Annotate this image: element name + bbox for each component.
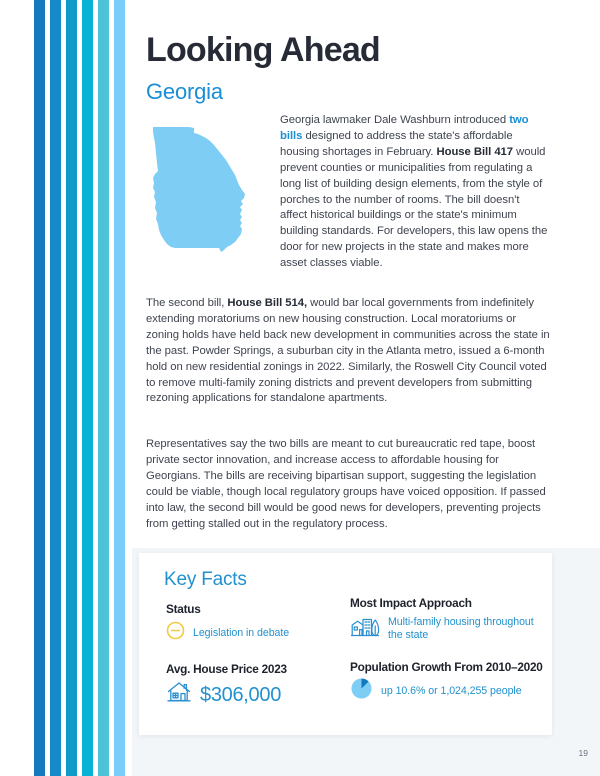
neighborhood-buildings-icon: [350, 613, 380, 644]
georgia-state-map: [145, 116, 265, 288]
key-facts-right-column: [350, 596, 550, 719]
page-subtitle-state: Georgia: [146, 79, 223, 104]
p1-bold-house-bill-417: House Bill 417: [436, 145, 514, 158]
stripe-3: [66, 0, 77, 776]
stripe-4: [82, 0, 93, 776]
stripe-1: [34, 0, 45, 776]
house-icon: [166, 679, 192, 710]
avg-house-price-label: Avg. House Price 2023: [166, 662, 287, 676]
p1-part-1: Georgia lawmaker Dale Washburn introduced: [280, 114, 510, 126]
georgia-map-path: [153, 127, 245, 252]
key-fact-status: [166, 602, 351, 645]
p1-part-3: would prevent counties or municipalities from regulating a long list of building design elements, from the style of porches to the number of rooms. The bill doesn't affect historical buildings or the state's minimum building standards. For developers, this law opens the door for new projects in the state and makes more asset classes viable.: [280, 145, 548, 270]
key-fact-avg-house-price: [166, 662, 351, 710]
p1-accent-two-bills: two bills: [280, 114, 529, 142]
stripe-2: [50, 0, 61, 776]
page-title: Looking Ahead: [146, 31, 380, 69]
p2-part-1: The second bill,: [146, 297, 228, 309]
stripe-left-margin: [0, 0, 34, 776]
status-value: Legislation in debate: [193, 626, 290, 639]
key-fact-population-growth: [350, 660, 550, 705]
paragraph-one: [280, 113, 548, 272]
decorative-stripe-band: [0, 0, 132, 776]
key-facts-title: Key Facts: [164, 569, 247, 590]
most-impact-approach-label: Most Impact Approach: [350, 596, 472, 610]
population-growth-value: up 10.6% or 1,024,255 people: [381, 684, 522, 697]
p2-bold-house-bill-514: House Bill 514,: [227, 297, 308, 309]
paragraph-two: [146, 296, 550, 407]
stripe-6: [114, 0, 125, 776]
paragraph-three: Representatives say the two bills are meant to cut bureaucratic red tape, boost private sector innovation, and increase access to affordable housing for Georgians. The bills are receiving bipartisan support, suggesting the legislation could be viable, though local regulatory groups have voiced opposition. If passed into law, the second bill would be good news for developers, preventing projects from getting stalled out in the regulatory process.: [146, 438, 546, 530]
p1-part-2: designed to address the state's affordable housing shortages in February.: [280, 129, 513, 158]
population-growth-label: Population Growth From 2010–2020: [350, 660, 543, 674]
avg-house-price-value: $306,000: [200, 683, 282, 706]
key-facts-left-column: [166, 602, 351, 724]
stripe-5: [98, 0, 109, 776]
pie-chart-icon: [350, 677, 373, 705]
status-label: Status: [166, 602, 201, 616]
content-column: [132, 0, 600, 776]
minus-circle-icon: [166, 621, 185, 645]
page-number: 19: [578, 748, 588, 758]
p2-part-2: would bar local governments from indefinitely extending moratoriums on new housing construction. Local moratoriums or zoning holds have held back new development in communities across the state in the past. Powder Springs, a suburban city in the Atlanta metro, issued a 6-month hold on new residential zonings in 2022. Similarly, the Roswell City Council voted to remove multi-family zoning districts and prevent developers from submitting rezoning applications for standalone apartments.: [146, 297, 550, 405]
key-fact-most-impact-approach: [350, 596, 550, 644]
most-impact-approach-value: Multi-family housing throughout the state: [388, 615, 534, 641]
